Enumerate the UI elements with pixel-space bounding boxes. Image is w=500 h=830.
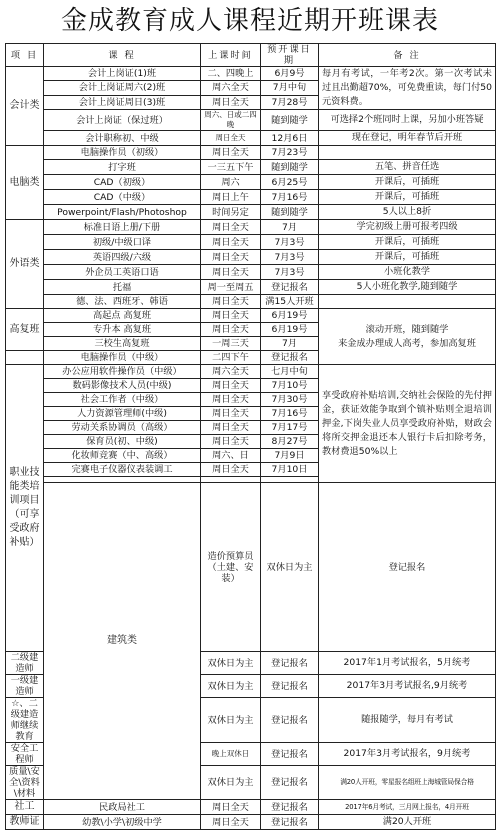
time-cell: 周日全天 [201,235,261,250]
note-cell: 可选择2个班同时上课，另加小班答疑 [319,110,496,131]
course-cell: 安全工程师 [6,743,44,766]
start-date-cell: 6月19号 [261,323,319,337]
start-date-cell: 7月3号 [261,265,319,280]
start-date-cell: 登记报名 [261,652,319,675]
time-cell: 周日全天 [201,435,261,449]
time-cell: 周日上午 [201,190,261,205]
table-body [6,67,496,830]
start-date-cell: 7月17号 [261,421,319,435]
start-date-cell: 7月 [261,220,319,235]
start-date-cell: 登记报名 [261,815,319,830]
time-cell: 周日全天 [201,323,261,337]
time-cell: 一三五下午 [201,160,261,175]
note-cell: 开课后，可插班 [319,190,496,205]
start-date-cell: 7月16号 [261,407,319,421]
time-cell: 时间另定 [201,205,261,220]
course-cell: 社会工作者（中级） [44,393,201,407]
table-row [6,295,496,309]
category-cell: 电脑类 [6,146,44,220]
note-cell: 滚动开班，随到随学 来金成办理成人高考，参加高复班 [319,309,496,365]
time-cell: 周日全天 [201,309,261,323]
table-row [6,160,496,175]
note-cell: 满20人开班 [319,815,496,830]
table-row [6,250,496,265]
course-cell: 三校生高复班 [44,337,201,351]
start-date-cell: 7月10日 [261,463,319,477]
start-date-cell: 8月27号 [261,435,319,449]
course-cell: 英语四级/六级 [44,250,201,265]
note-cell: 现在登记，明年春节后开班 [319,131,496,146]
header-notes: 备 注 [319,44,496,67]
start-date-cell: 7月9日 [261,449,319,463]
table-row [6,220,496,235]
time-cell: 周日全天 [201,379,261,393]
start-date-cell: 登记报名 [261,743,319,766]
note-cell: 享受政府补贴培训,交纳社会保险的先付押金，获证效能争取到个镇补贴则全退培训押金,下岗失业人员享受政府补贴，财政会将所交押金退还本人银行卡后扣除考务，教材费退50%以上 [319,365,496,483]
start-date-cell: 7月 [261,337,319,351]
course-cell: CAD（初级） [44,175,201,190]
time-cell: 周日全天 [201,131,261,146]
start-date-cell: 随到随学 [261,160,319,175]
time-cell: 双休日为主 [201,698,261,743]
start-date-cell: 7月10号 [261,379,319,393]
start-date-cell: 7月28号 [261,95,319,109]
start-date-cell: 随到随学 [261,205,319,220]
time-cell: 周日全天 [201,421,261,435]
time-cell: 双休日为主 [201,652,261,675]
course-cell: 打字班 [44,160,201,175]
start-date-cell: 登记报名 [261,351,319,365]
start-date-cell: 登记报名 [261,675,319,698]
time-cell: 周六、日 [201,449,261,463]
header-time: 上课时间 [201,44,261,67]
table-row [6,280,496,295]
time-cell: 二、四晚上 [201,67,261,81]
start-date-cell: 登记报名 [261,800,319,815]
table-row [6,146,496,160]
category-cell [6,351,44,365]
course-cell: 初级/中级口译 [44,235,201,250]
course-cell: 会计上岗证(1)班 [44,67,201,81]
course-cell: 会计上岗证周六(2)班 [44,81,201,95]
table-row [6,190,496,205]
category-cell: 职业技能类培训项目（可享受政府补贴） [6,365,44,652]
time-cell: 周日全天 [201,265,261,280]
time-cell: 双休日为主 [201,675,261,698]
course-cell: 外企员工英语口语 [44,265,201,280]
start-date-cell: 随到随学 [261,110,319,131]
time-cell: 周六 [201,175,261,190]
note-cell: 开课后，可插班 [319,235,496,250]
course-cell: Powerpoint/Flash/Photoshop [44,205,201,220]
start-date-cell: 7月23号 [261,146,319,160]
course-cell: 幼教\小学\初级中学 [44,815,201,830]
time-cell: 周日全天 [201,800,261,815]
table-row [6,800,496,815]
course-cell: 民政局社工 [44,800,201,815]
course-cell: 保育员(初、中级) [44,435,201,449]
time-cell: 周日全天 [201,146,261,160]
time-cell: 周日全天 [201,220,261,235]
time-cell: 周六全天 [201,365,261,379]
time-cell: 周日全天 [201,95,261,109]
course-cell: 电脑操作员（中级） [44,351,201,365]
note-cell: 5人小班化教学,随到随学 [319,280,496,295]
category-cell: 建筑类 [44,483,201,800]
start-date-cell: 6月9号 [261,67,319,81]
table-row [6,483,496,652]
time-cell: 周日全天 [201,815,261,830]
table-row [6,235,496,250]
time-cell: 周日全天 [201,295,261,309]
table-row [6,175,496,190]
start-date-cell: 7月30号 [261,393,319,407]
time-cell: 周六全天 [201,81,261,95]
time-cell: 双休日为主 [201,766,261,800]
start-date-cell: 12月6日 [261,131,319,146]
start-date-cell: 7月3号 [261,250,319,265]
table-row [6,309,496,323]
table-row [6,365,496,379]
course-cell: 质量\安全\资料\材料 [6,766,44,800]
course-cell: 会计职称初、中级 [44,131,201,146]
note-cell: 开课后，可插班 [319,250,496,265]
note-cell [319,146,496,160]
note-cell: 5人以上8折 [319,205,496,220]
course-schedule-table [5,43,496,830]
note-cell: 随报随学，每月有考试 [319,698,496,743]
time-cell: 二四下午 [201,351,261,365]
start-date-cell: 登记报名 [261,698,319,743]
course-cell: 完赛电子仪器仪表装调工 [44,463,201,477]
course-cell: 一级建造师 [6,675,44,698]
start-date-cell: 6月25号 [261,175,319,190]
start-date-cell: 七月中旬 [261,365,319,379]
note-cell: 满20人开班，零星报名组班上海城管局保合格 [319,766,496,800]
note-cell: 2017年3月考试报名，9月统考 [319,743,496,766]
course-cell: 会计上岗证（保过班） [44,110,201,131]
table-row [6,131,496,146]
note-cell: 每月有考试，一年考2次。第一次考试未过且出勤超70%，可免费重读，每门付50元资料费。 [319,67,496,110]
time-cell: 周日全天 [201,463,261,477]
category-cell: 社工 [6,800,44,815]
time-cell: 周日全天 [201,407,261,421]
start-date-cell: 登记报名 [319,483,496,652]
table-row [6,265,496,280]
time-cell: 晚上双休日 [201,743,261,766]
start-date-cell: 登记报名 [261,766,319,800]
course-cell: 托福 [44,280,201,295]
start-date-cell: 7月16号 [261,190,319,205]
course-cell: 电脑操作员（初级） [44,146,201,160]
category-cell: 教师证 [6,815,44,830]
time-cell: 周日全天 [201,393,261,407]
start-date-cell: 满15人开班 [261,295,319,309]
note-cell: 学完初级上册可报考四级 [319,220,496,235]
start-date-cell: 登记报名 [261,280,319,295]
course-cell: 专升本 高复班 [44,323,201,337]
note-cell: 2017年3月考试报名,9月统考 [319,675,496,698]
time-cell: 一周三天 [201,337,261,351]
start-date-cell: 7月3号 [261,235,319,250]
time-cell: 周一至周五 [201,280,261,295]
course-cell: 人力资源管理师(中级) [44,407,201,421]
category-cell: 高复班 [6,309,44,351]
course-cell: 标准日语上册/下册 [44,220,201,235]
category-cell: 外语类 [6,220,44,309]
course-cell: 会计上岗证周日(3)班 [44,95,201,109]
course-cell: 德、法、西班牙、韩语 [44,295,201,309]
start-date-cell: 7月中旬 [261,81,319,95]
course-cell: 办公应用软件操作员（中级） [44,365,201,379]
time-cell: 双休日为主 [261,483,319,652]
course-cell: CAD（中级） [44,190,201,205]
table-row [6,67,496,81]
course-cell: 二级建造师 [6,652,44,675]
category-cell: 会计类 [6,67,44,146]
course-cell: 化妆师竞赛（中、高级） [44,449,201,463]
course-cell: 高起点 高复班 [44,309,201,323]
note-cell: 五笔、拼音任选 [319,160,496,175]
header-course: 课 程 [44,44,201,67]
table-header-row [6,44,496,67]
table-row [6,205,496,220]
page-title: 金成教育成人课程近期开班课表 [60,6,439,36]
course-cell: 数码影像技术人员(中级) [44,379,201,393]
note-cell [319,295,496,309]
start-date-cell: 6月19号 [261,309,319,323]
note-cell: 开课后，可插班 [319,175,496,190]
header-category: 项 目 [6,44,44,67]
header-start-date: 预开课日期 [261,44,319,67]
time-cell: 周六、日或二四晚 [201,110,261,131]
time-cell: 周日全天 [201,250,261,265]
course-cell: 劳动关系协调员（高级） [44,421,201,435]
table-row [6,110,496,131]
table-row [6,815,496,830]
note-cell: 2017年1月考试报名，5月统考 [319,652,496,675]
course-cell: 造价预算员（土建、安装） [201,483,261,652]
note-cell: 2017年6月考试，三月网上报名，4月开班 [319,800,496,815]
note-cell: 小班化教学 [319,265,496,280]
course-cell: ☆、二级建造师继续教育 [6,698,44,743]
